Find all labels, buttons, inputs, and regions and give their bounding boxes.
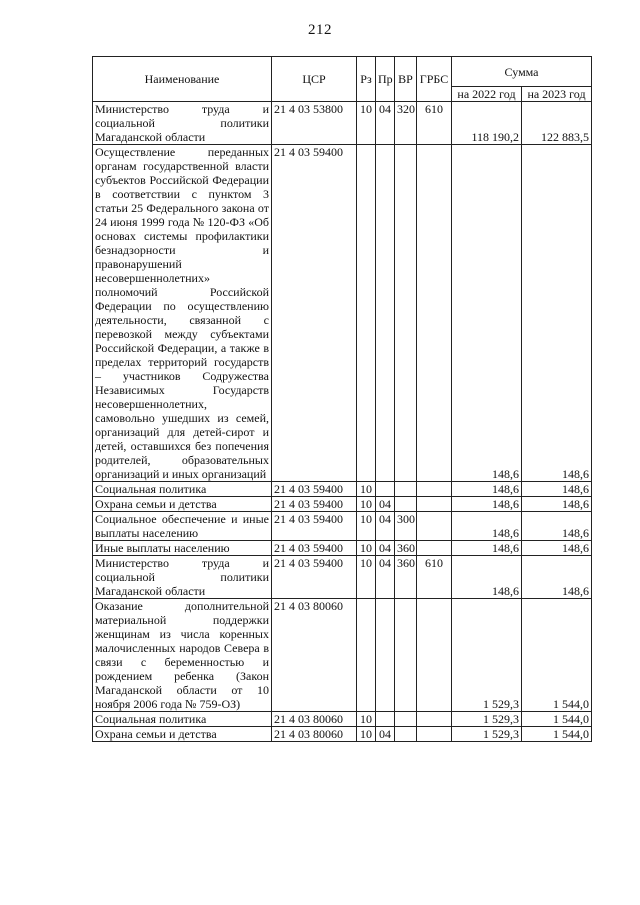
row-vr: 360 [395,556,417,599]
row-grbs [417,512,452,541]
row-vr [395,145,417,482]
row-vr [395,727,417,742]
row-csr: 21 4 03 59400 [272,145,357,482]
table-row [93,712,592,727]
row-pr: 04 [376,541,395,556]
header-year-2022: на 2022 год [452,87,522,102]
row-value-2022: 1 529,3 [452,727,522,742]
row-rz [357,599,376,712]
row-value-2022: 148,6 [452,556,522,599]
row-value-2022: 1 529,3 [452,599,522,712]
row-name: Охрана семьи и детства [93,497,272,512]
row-csr: 21 4 03 80060 [272,727,357,742]
table-body [93,102,592,742]
row-pr [376,712,395,727]
row-rz: 10 [357,727,376,742]
table-row [93,145,592,482]
row-value-2022: 118 190,2 [452,102,522,145]
header-grbs: ГРБС [417,57,452,102]
row-rz: 10 [357,482,376,497]
row-value-2022: 148,6 [452,541,522,556]
row-name: Министерство труда и социальной политики Магаданской области [93,102,272,145]
row-grbs [417,145,452,482]
table-row [93,727,592,742]
row-grbs [417,497,452,512]
row-csr: 21 4 03 59400 [272,541,357,556]
row-vr [395,482,417,497]
table-row [93,512,592,541]
row-grbs [417,541,452,556]
row-value-2023: 1 544,0 [522,712,592,727]
row-value-2023: 148,6 [522,497,592,512]
row-value-2023: 1 544,0 [522,727,592,742]
row-name: Осуществление переданных органам государственной власти субъектов Российской Федерации в соответствии с пунктом 3 статьи 25 Федерального закона от 24 июня 1999 года № 120-ФЗ «Об основах системы профилактики безнадзорности и правонарушений несовершеннолетних» полномочий Российской Федерации по осуществлению деятельности, связанной с перевозкой между субъектами Российской Федерации, а также в пределах территорий государств – участников Содружества Независимых Государств несовершеннолетних, самовольно ушедших из семей, организаций для детей-сирот и детей, оставшихся без попечения родителей, образовательных организаций и иных организаций [93,145,272,482]
row-value-2022: 148,6 [452,497,522,512]
header-vr: ВР [395,57,417,102]
header-csr: ЦСР [272,57,357,102]
row-csr: 21 4 03 59400 [272,556,357,599]
row-csr: 21 4 03 59400 [272,482,357,497]
row-vr: 320 [395,102,417,145]
row-grbs [417,482,452,497]
row-grbs [417,599,452,712]
row-rz [357,145,376,482]
table-row [93,556,592,599]
row-name: Социальное обеспечение и иные выплаты населению [93,512,272,541]
table-row [93,482,592,497]
row-rz: 10 [357,102,376,145]
row-vr [395,497,417,512]
header-rz: Рз [357,57,376,102]
page-number: 212 [308,22,332,38]
row-grbs: 610 [417,102,452,145]
row-pr [376,599,395,712]
row-vr [395,712,417,727]
row-name: Министерство труда и социальной политики Магаданской области [93,556,272,599]
row-pr [376,145,395,482]
table-row [93,497,592,512]
row-rz: 10 [357,497,376,512]
table-row [93,102,592,145]
row-pr [376,482,395,497]
row-name: Социальная политика [93,482,272,497]
row-vr: 360 [395,541,417,556]
table-row [93,599,592,712]
row-csr: 21 4 03 59400 [272,512,357,541]
budget-table [92,56,592,742]
row-pr: 04 [376,556,395,599]
row-value-2023: 148,6 [522,482,592,497]
row-name: Оказание дополнительной материальной поддержки женщинам из числа коренных малочисленных народов Севера в связи с беременностью и рождением ребенка (Закон Магаданской области от 10 ноября 2006 года № 759-ОЗ) [93,599,272,712]
row-vr: 300 [395,512,417,541]
row-name: Иные выплаты населению [93,541,272,556]
row-pr: 04 [376,727,395,742]
row-value-2022: 148,6 [452,512,522,541]
row-rz: 10 [357,541,376,556]
header-year-2023: на 2023 год [522,87,592,102]
row-vr [395,599,417,712]
row-grbs [417,727,452,742]
row-csr: 21 4 03 80060 [272,599,357,712]
header-name: Наименование [93,57,272,102]
row-value-2023: 148,6 [522,145,592,482]
row-value-2023: 1 544,0 [522,599,592,712]
row-rz: 10 [357,712,376,727]
row-csr: 21 4 03 53800 [272,102,357,145]
row-name: Социальная политика [93,712,272,727]
row-grbs [417,712,452,727]
row-pr: 04 [376,102,395,145]
row-rz: 10 [357,512,376,541]
row-pr: 04 [376,497,395,512]
row-value-2023: 148,6 [522,541,592,556]
row-csr: 21 4 03 59400 [272,497,357,512]
row-value-2023: 122 883,5 [522,102,592,145]
header-sum: Сумма [452,57,592,87]
row-value-2022: 1 529,3 [452,712,522,727]
row-value-2023: 148,6 [522,512,592,541]
row-value-2022: 148,6 [452,145,522,482]
row-csr: 21 4 03 80060 [272,712,357,727]
row-rz: 10 [357,556,376,599]
row-value-2022: 148,6 [452,482,522,497]
row-grbs: 610 [417,556,452,599]
row-pr: 04 [376,512,395,541]
table-row [93,541,592,556]
header-pr: Пр [376,57,395,102]
row-name: Охрана семьи и детства [93,727,272,742]
table-header-row [93,57,592,87]
row-value-2023: 148,6 [522,556,592,599]
